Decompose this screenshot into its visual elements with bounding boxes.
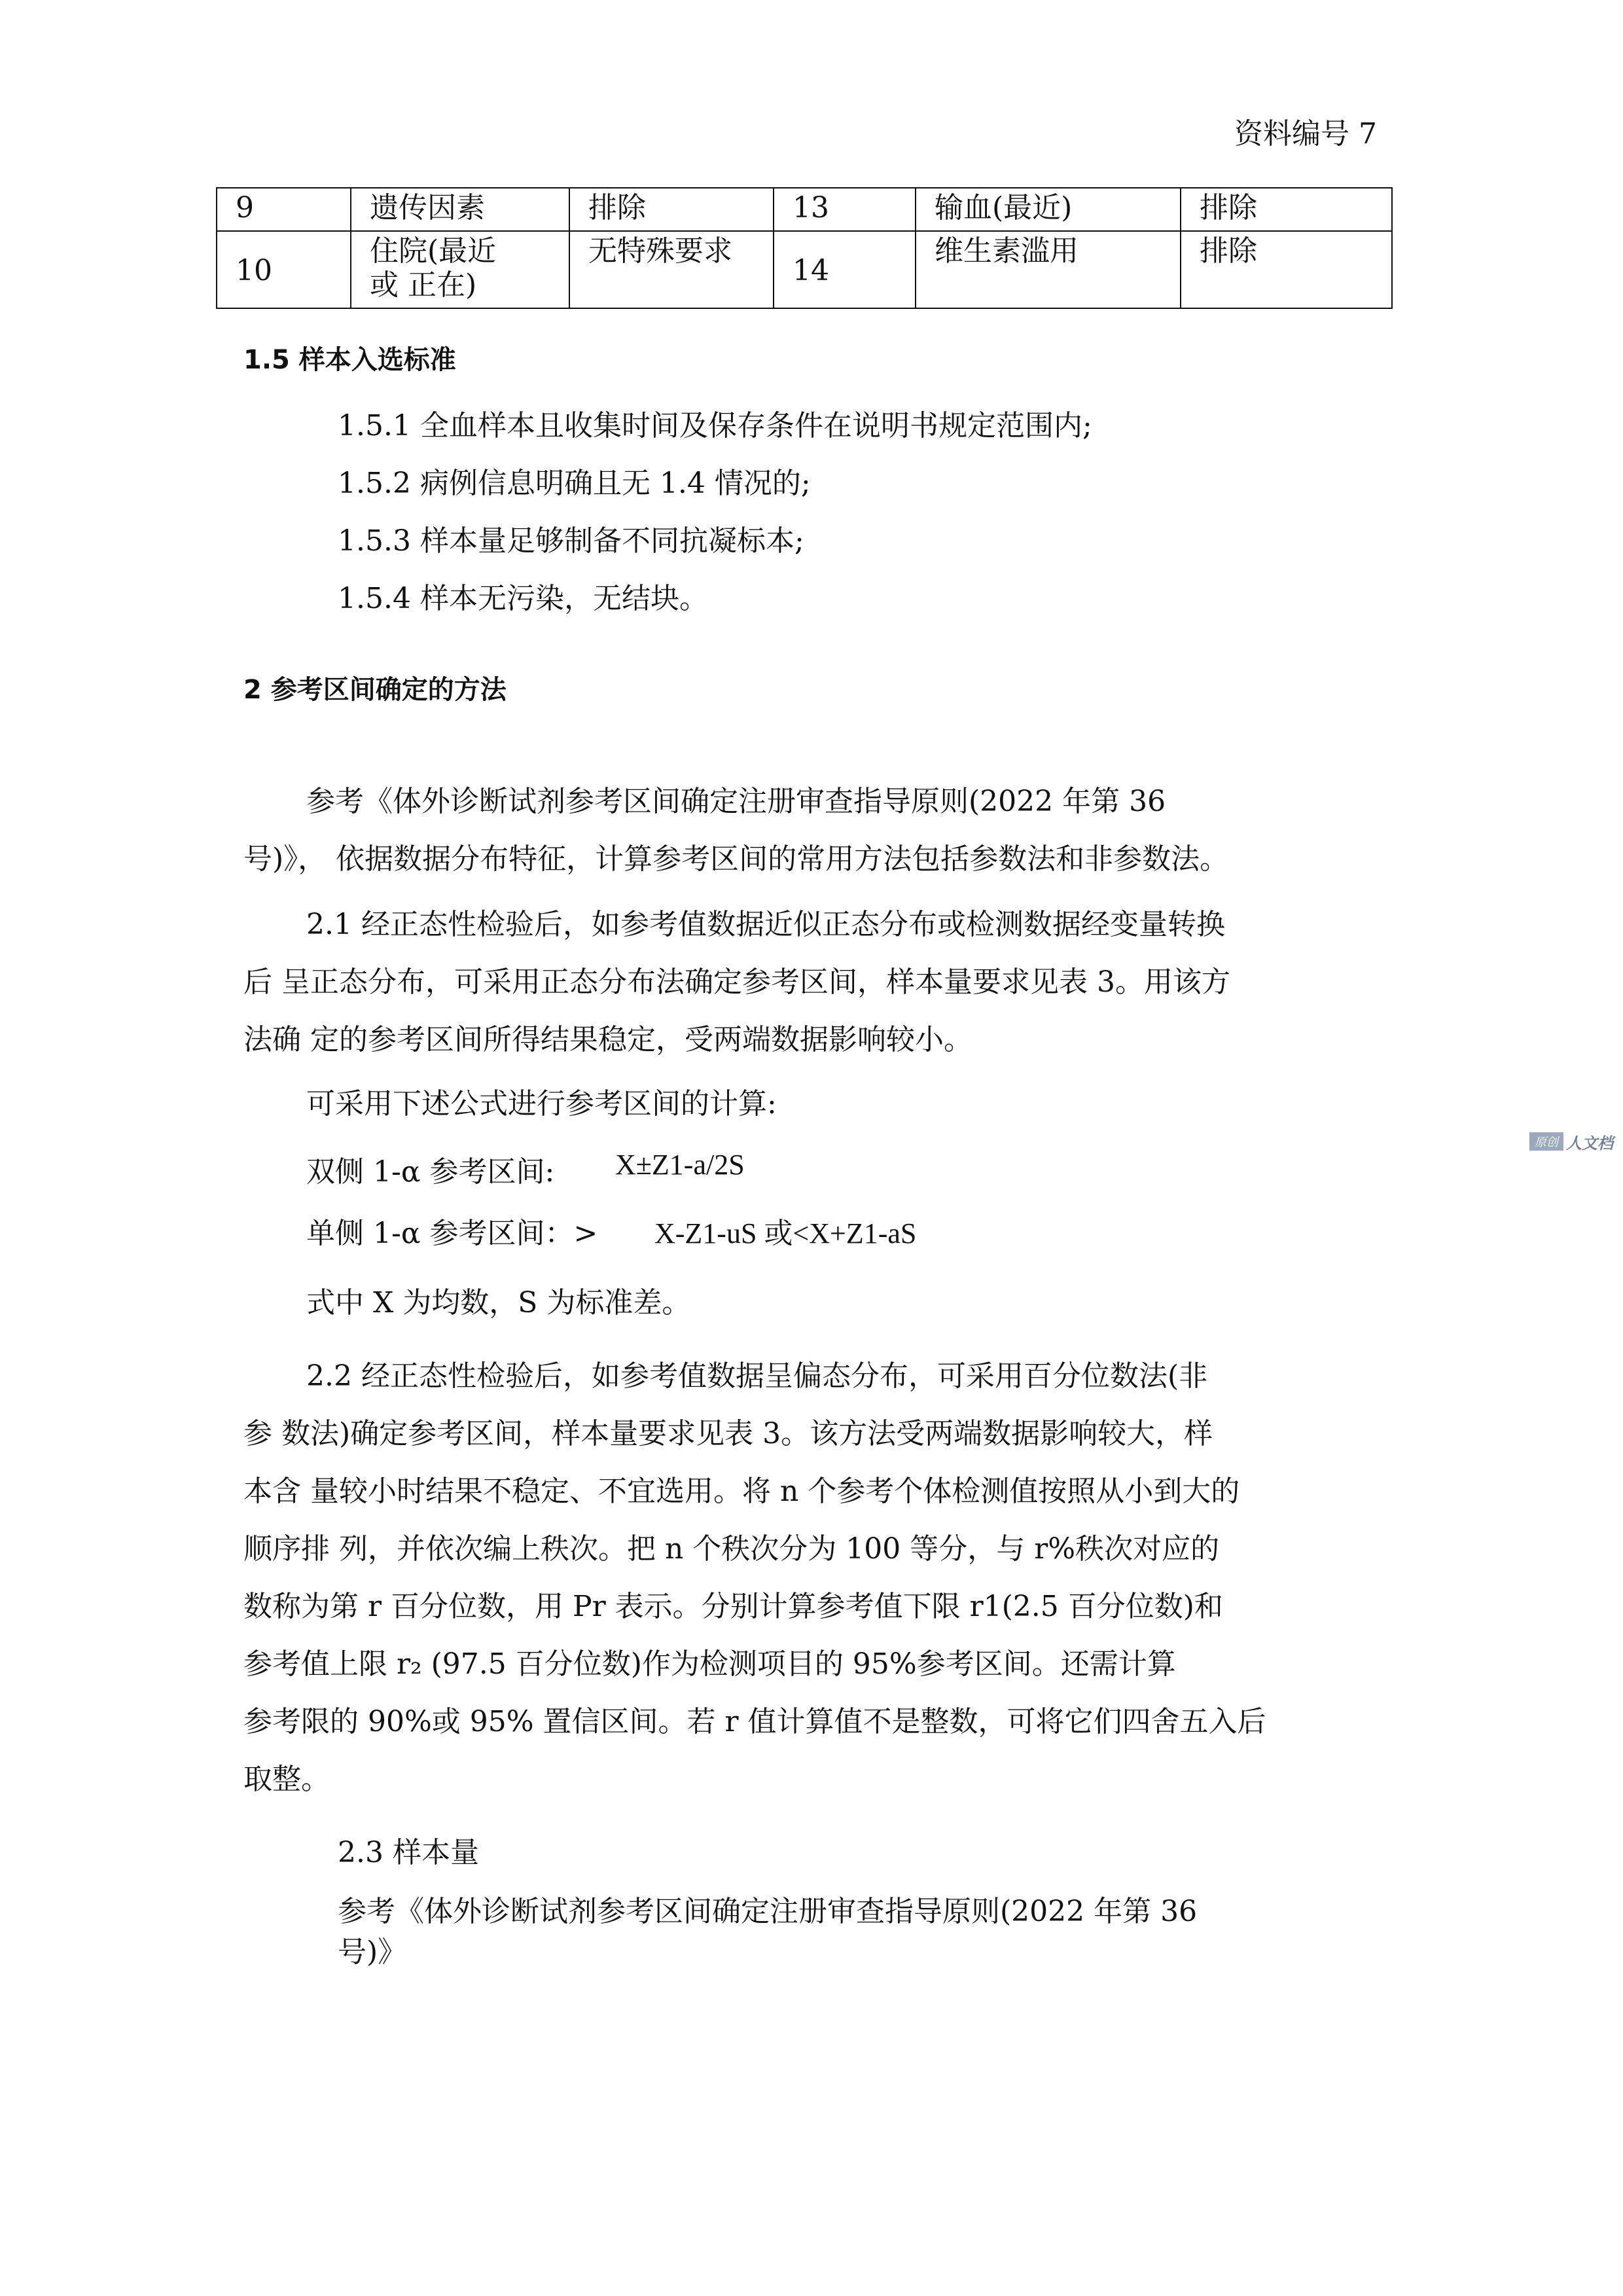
watermark-logo xyxy=(1529,1132,1615,1151)
list-item: 1.5.4 样本无污染，无结块。 xyxy=(338,582,708,615)
formula-two-sided-label: 双侧 1-α 参考区间: xyxy=(306,1155,555,1189)
paragraph-line: 参考限的 90%或 95% 置信区间。若 r 值计算值不是整数，可将它们四舍五入后 xyxy=(243,1705,1266,1738)
table-cell: 无特殊要求 xyxy=(569,231,774,308)
paragraph-line: 法确 定的参考区间所得结果稳定，受两端数据影响较小。 xyxy=(243,1023,972,1056)
table-cell: 排除 xyxy=(569,188,774,231)
table-row xyxy=(217,231,1392,308)
section-heading-1-5: 1.5 样本入选标准 xyxy=(243,345,456,375)
document-number: 资料编号 7 xyxy=(1234,117,1377,151)
paragraph-line: 2.1 经正态性检验后，如参考值数据近似正态分布或检测数据经变量转换 xyxy=(306,908,1225,941)
list-item: 1.5.2 病例信息明确且无 1.4 情况的; xyxy=(338,467,811,500)
paragraph-line: 参 数法)确定参考区间，样本量要求见表 3。该方法受两端数据影响较大，样 xyxy=(243,1417,1213,1450)
section-heading-2-3: 2.3 样本量 xyxy=(338,1836,479,1869)
table-cell: 13 xyxy=(774,188,916,231)
paragraph-line: 参考《体外诊断试剂参考区间确定注册审查指导原则(2022 年第 36 xyxy=(306,785,1166,818)
paragraph-line: 本含 量较小时结果不稳定、不宜选用。将 n 个参考个体检测值按照从小到大的 xyxy=(243,1475,1240,1508)
table-cell: 9 xyxy=(217,188,351,231)
watermark-badge: 原创 xyxy=(1529,1132,1563,1151)
paragraph-line: 后 呈正态分布，可采用正态分布法确定参考区间，样本量要求见表 3。用该方 xyxy=(243,965,1230,999)
table-cell: 维生素滥用 xyxy=(916,231,1181,308)
table-row xyxy=(217,188,1392,231)
table-cell: 排除 xyxy=(1181,188,1392,231)
paragraph-line: 取整。 xyxy=(243,1763,330,1796)
exclusion-criteria-table xyxy=(216,187,1393,309)
paragraph-line: 2.2 经正态性检验后，如参考值数据呈偏态分布，可采用百分位数法(非 xyxy=(306,1359,1208,1393)
paragraph-line: 号)》， 依据数据分布特征，计算参考区间的常用方法包括参数法和非参数法。 xyxy=(243,842,1229,876)
paragraph-line: 顺序排 列，并依次编上秩次。把 n 个秩次分为 100 等分，与 r%秩次对应的 xyxy=(243,1532,1220,1566)
table-cell: 遗传因素 xyxy=(351,188,569,231)
paragraph-line: 号)》 xyxy=(338,1935,407,1969)
paragraph-line: 参考值上限 r₂ (97.5 百分位数)作为检测项目的 95%参考区间。还需计算 xyxy=(243,1647,1176,1681)
paragraph-line: 参考《体外诊断试剂参考区间确定注册审查指导原则(2022 年第 36 xyxy=(338,1895,1198,1928)
table-cell: 输血(最近) xyxy=(916,188,1181,231)
paragraph-line: 数称为第 r 百分位数，用 Pr 表示。分别计算参考值下限 r1(2.5 百分位数)和 xyxy=(243,1590,1223,1623)
formula-note: 式中 X 为均数，S 为标准差。 xyxy=(306,1286,691,1319)
formula-two-sided: X±Z1-a/2S xyxy=(615,1149,745,1181)
table-cell: 14 xyxy=(774,231,916,308)
formula-intro: 可采用下述公式进行参考区间的计算: xyxy=(306,1087,777,1121)
table-cell: 10 xyxy=(217,231,351,308)
list-item: 1.5.1 全血样本且收集时间及保存条件在说明书规定范围内; xyxy=(338,409,1092,442)
watermark-text: 人文档 xyxy=(1566,1134,1613,1153)
formula-one-sided-label: 单侧 1-α 参考区间：> xyxy=(306,1217,598,1250)
formula-one-sided: X-Z1-uS 或<X+Z1-aS xyxy=(654,1217,917,1249)
section-heading-2: 2 参考区间确定的方法 xyxy=(243,675,507,705)
list-item: 1.5.3 样本量足够制备不同抗凝标本; xyxy=(338,524,804,558)
table-cell: 排除 xyxy=(1181,231,1392,308)
table-cell: 住院(最近 或 正在) xyxy=(351,231,569,308)
